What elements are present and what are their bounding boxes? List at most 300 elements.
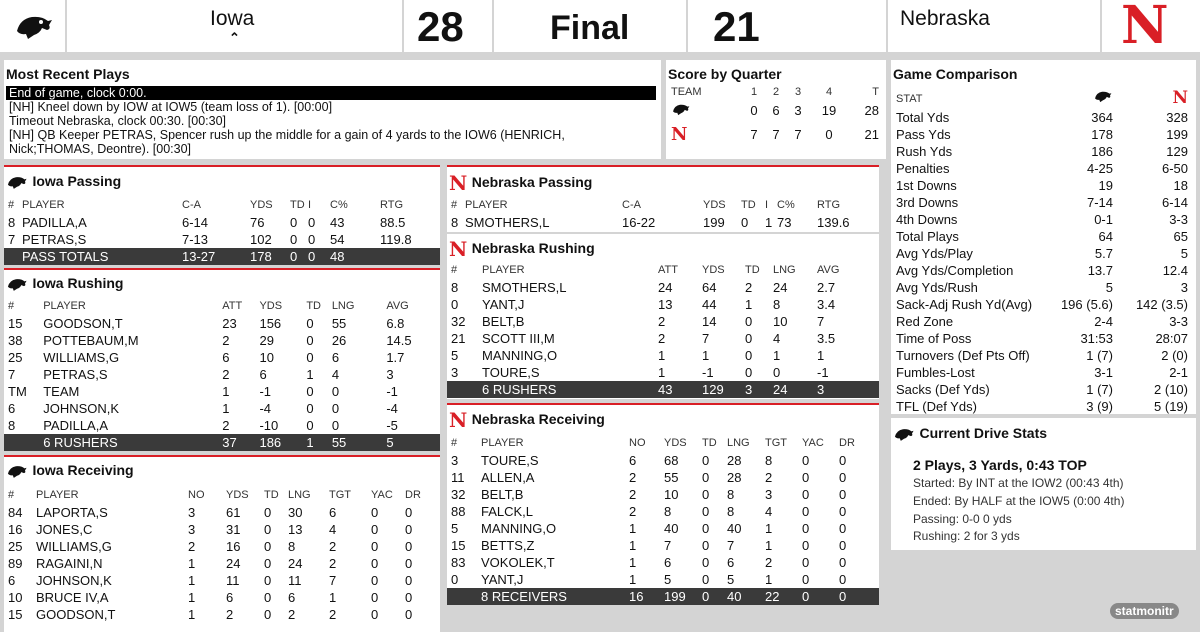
table-cell: 10 (773, 314, 788, 329)
table-cell: 0 (802, 470, 810, 485)
table-row (4, 349, 440, 366)
table-cell: 3 (188, 505, 196, 520)
table-cell: 2 (329, 607, 337, 622)
score-by-quarter-table (671, 84, 879, 148)
total-cell: 6 RUSHERS (482, 381, 658, 398)
table-cell: TOURE,S (481, 453, 539, 468)
nebraska-n-icon: N (449, 408, 468, 432)
table-cell: 8 (288, 539, 296, 554)
table-cell: 6 (664, 555, 672, 570)
nebraska-passing-title-row (449, 171, 592, 195)
stat-label: Sacks (Def Yds) (896, 382, 990, 397)
table-row (447, 520, 879, 537)
table-cell: 2 (329, 556, 337, 571)
iowa-rushing-table (4, 298, 440, 451)
stat-label: Sack-Adj Rush Yd(Avg) (896, 297, 1033, 312)
column-header: YDS (664, 437, 687, 449)
nebraska-n-icon: N (449, 171, 468, 195)
column-header: PLAYER (482, 264, 525, 276)
stat-label: Total Yds (896, 110, 950, 125)
table-cell: 0 (839, 555, 847, 570)
recent-plays-panel (4, 60, 661, 159)
table-cell: 0 (702, 538, 710, 553)
table-cell: 1 (765, 215, 773, 230)
column-header: YDS (226, 489, 249, 501)
table-cell: 21 (451, 331, 466, 346)
table-cell: SMOTHERS,L (482, 280, 567, 295)
table-cell: 2.7 (817, 280, 836, 295)
table-cell: JONES,C (36, 522, 93, 537)
table-cell: 0 (802, 555, 810, 570)
table-cell: 0 (802, 521, 810, 536)
table-cell: PADILLA,A (43, 418, 109, 433)
table-cell: 3 (386, 367, 394, 382)
table-cell: 0 (802, 504, 810, 519)
table-row (4, 332, 440, 349)
drive-passing: Passing: 0-0 0 yds (913, 512, 1012, 526)
table-cell: 2 (765, 470, 773, 485)
nebraska-receiving-panel (447, 403, 879, 603)
stat-label: Turnovers (Def Pts Off) (896, 348, 1030, 363)
column-header: YDS (702, 264, 725, 276)
table-row (447, 214, 879, 231)
table-cell: 6 (259, 367, 267, 382)
table-cell: VOKOLEK,T (481, 555, 555, 570)
table-cell: 0 (371, 505, 379, 520)
nebraska-rushing-title: Nebraska Rushing (471, 240, 595, 257)
nebraska-stat-value: 2-1 (1169, 365, 1188, 380)
current-drive-panel (891, 418, 1196, 550)
total-cell: 22 (765, 588, 802, 605)
table-cell: 0 (773, 365, 781, 380)
table-cell: 2 (629, 487, 637, 502)
sbq-cell: 21 (864, 126, 879, 142)
column-header: RTG (817, 199, 841, 211)
sbq-header: T (872, 86, 879, 98)
stat-label: Pass Yds (896, 127, 951, 142)
table-cell: 7 (8, 367, 16, 382)
table-cell: 40 (727, 521, 742, 536)
iowa-hawkeye-icon (14, 11, 54, 41)
iowa-hawkeye-icon (893, 426, 915, 442)
game-comparison-panel (891, 60, 1196, 414)
table-cell: 7 (664, 538, 672, 553)
nebraska-stat-value: 3-3 (1169, 314, 1188, 329)
table-cell: 0 (702, 470, 710, 485)
drive-summary: 2 Plays, 3 Yards, 0:43 TOP (913, 457, 1087, 473)
table-cell: 2 (745, 280, 753, 295)
table-cell: 0 (839, 572, 847, 587)
table-cell: 10 (259, 350, 274, 365)
column-header: TD (702, 437, 717, 449)
comparison-row (896, 177, 1188, 194)
table-cell: 0 (405, 556, 413, 571)
total-cell: 3 (745, 381, 773, 398)
nebraska-stat-value: 28:07 (1155, 331, 1188, 346)
table-cell: 11 (451, 470, 465, 485)
nebraska-passing-title: Nebraska Passing (471, 174, 593, 191)
table-cell: 8 (727, 487, 735, 502)
table-cell: 2 (658, 331, 666, 346)
table-row (4, 606, 440, 623)
nebraska-n-icon: N (1121, 0, 1169, 56)
table-cell: 1 (329, 590, 337, 605)
scoreboard-header (0, 0, 1200, 56)
column-header: YAC (802, 437, 824, 449)
iowa-hawkeye-icon (671, 101, 741, 120)
table-cell: 1 (306, 367, 314, 382)
table-cell: -1 (386, 384, 398, 399)
column-header: C% (330, 199, 348, 211)
iowa-stat-value: 2-4 (1094, 314, 1113, 329)
column-header: # (8, 300, 15, 312)
table-cell: 0 (264, 505, 272, 520)
table-cell: 1 (658, 365, 666, 380)
iowa-stat-value: 4-25 (1086, 161, 1113, 176)
column-header: TD (745, 264, 760, 276)
table-cell: 24 (226, 556, 241, 571)
table-cell: BELT,B (482, 314, 525, 329)
table-cell: 25 (8, 350, 23, 365)
table-cell: 5 (727, 572, 735, 587)
table-cell: 88.5 (380, 215, 406, 230)
iowa-rushing-title: Iowa Rushing (32, 275, 124, 291)
table-cell: MANNING,O (481, 521, 557, 536)
table-cell: PETRAS,S (43, 367, 108, 382)
stat-label: Penalties (896, 161, 950, 176)
iowa-receiving-title: Iowa Receiving (32, 462, 134, 478)
table-cell: 3 (765, 487, 773, 502)
table-cell: 1 (765, 538, 773, 553)
table-cell: ALLEN,A (481, 470, 535, 485)
iowa-stat-value: 0-1 (1094, 212, 1113, 227)
table-cell: 3 (451, 365, 459, 380)
total-cell: 43 (658, 381, 702, 398)
iowa-hawkeye-icon (1048, 89, 1113, 109)
total-cell: 40 (727, 588, 765, 605)
nebraska-receiving-title: Nebraska Receiving (471, 411, 605, 428)
table-cell: 0 (264, 556, 272, 571)
iowa-rushing-panel (4, 268, 440, 450)
iowa-stat-value: 7-14 (1086, 195, 1113, 210)
table-cell: 4 (329, 522, 337, 537)
sbq-header: 4 (825, 86, 833, 98)
sbq-cell: 7 (750, 126, 758, 142)
table-cell: -1 (259, 384, 272, 399)
table-cell: 38 (8, 333, 23, 348)
table-cell: 0 (745, 331, 753, 346)
table-cell: 8 (451, 215, 459, 230)
table-cell: JOHNSON,K (36, 573, 112, 588)
nebraska-stat-value: 5 (19) (1154, 399, 1188, 414)
table-row (447, 296, 879, 313)
iowa-hawkeye-icon (6, 463, 28, 479)
table-cell: 1 (817, 348, 825, 363)
total-row (447, 588, 879, 605)
table-cell: 2 (629, 504, 637, 519)
table-cell: TEAM (43, 384, 80, 399)
iowa-stat-value: 31:53 (1080, 331, 1113, 346)
table-cell: 83 (451, 555, 466, 570)
table-row (4, 504, 440, 521)
table-cell: POTTEBAUM,M (43, 333, 139, 348)
column-header: LNG (773, 264, 796, 276)
table-cell: 6 (629, 453, 637, 468)
table-row (447, 452, 879, 469)
comparison-row (896, 245, 1188, 262)
column-header: TD (290, 199, 305, 211)
table-cell: LAPORTA,S (36, 505, 108, 520)
table-cell: 5 (451, 348, 459, 363)
nebraska-stat-value: 199 (1166, 127, 1188, 142)
comparison-row (896, 313, 1188, 330)
table-cell: 30 (288, 505, 303, 520)
iowa-receiving-table (4, 487, 440, 623)
iowa-receiving-title-row (6, 462, 134, 480)
game-comparison-table (896, 89, 1188, 415)
table-cell: 1 (629, 521, 637, 536)
table-cell: 0 (405, 573, 413, 588)
table-cell: 0 (702, 572, 710, 587)
table-cell: 0 (264, 590, 272, 605)
table-row (447, 469, 879, 486)
table-cell: 0 (802, 538, 810, 553)
stat-label: TFL (Def Yds) (896, 399, 977, 414)
nebraska-passing-panel (447, 165, 879, 232)
table-cell: 0 (405, 590, 413, 605)
column-header: AVG (817, 264, 840, 276)
comparison-row (896, 364, 1188, 381)
table-cell: 73 (777, 215, 792, 230)
table-cell: FALCK,L (481, 504, 534, 519)
table-cell: 0 (745, 314, 753, 329)
play-item: Timeout Nebraska, clock 00:30. [00:30] (9, 114, 227, 128)
home-score: 28 (417, 3, 464, 50)
table-cell: 3 (451, 453, 459, 468)
table-cell: 8 (8, 215, 16, 230)
iowa-stat-value: 64 (1098, 229, 1113, 244)
table-cell: 15 (8, 607, 23, 622)
column-header: PLAYER (22, 199, 65, 211)
statmonitr-logo: statmonitr (1110, 603, 1179, 619)
table-row (4, 214, 440, 231)
total-cell (447, 381, 482, 398)
table-cell: 89 (8, 556, 23, 571)
table-cell: 23 (222, 316, 237, 331)
table-cell: 0 (451, 297, 459, 312)
play-item: [NH] QB Keeper PETRAS, Spencer rush up the middle for a gain of 4 yards to the IOW6 (HENRICH, Nick;THOMAS, Deontre). [00:30] (9, 128, 565, 156)
table-cell: 2 (226, 607, 234, 622)
table-cell: 0 (371, 573, 379, 588)
column-header: YAC (371, 489, 393, 501)
table-cell: 1 (188, 607, 196, 622)
comparison-row (896, 296, 1188, 313)
table-cell: BETTS,Z (481, 538, 535, 553)
table-cell: 28 (727, 453, 742, 468)
nebraska-rushing-table (447, 262, 879, 398)
sbq-cell: 3 (794, 103, 802, 118)
recent-plays-list (6, 86, 656, 156)
sbq-cell: 7 (772, 126, 780, 142)
table-row (447, 279, 879, 296)
nebraska-logo-cell (1102, 0, 1200, 56)
table-cell: 8 (664, 504, 672, 519)
table-cell: TOURE,S (482, 365, 540, 380)
table-cell: 88 (451, 504, 466, 519)
table-cell: 1 (629, 555, 637, 570)
table-cell: YANT,J (481, 572, 524, 587)
table-cell: 1 (629, 538, 637, 553)
table-cell: 6 (727, 555, 735, 570)
table-cell: 0 (702, 504, 710, 519)
column-header: ATT (222, 300, 243, 312)
table-cell: 0 (802, 572, 810, 587)
table-row (4, 315, 440, 332)
chevron-up-icon[interactable]: ⌃ (229, 30, 240, 45)
table-cell: 4 (773, 331, 781, 346)
table-cell: BRUCE IV,A (36, 590, 109, 605)
table-cell: 0 (702, 453, 710, 468)
table-cell: 14 (702, 314, 717, 329)
table-row (447, 503, 879, 520)
table-cell: 4 (331, 367, 340, 382)
sbq-cell: 19 (821, 103, 837, 118)
nebraska-receiving-table (447, 435, 879, 605)
table-cell: 0 (306, 333, 314, 348)
table-cell: 199 (703, 215, 725, 230)
nebraska-n-icon: N (671, 124, 688, 146)
total-cell: 13-27 (182, 248, 250, 265)
sbq-header: TEAM (671, 86, 702, 98)
nebraska-stat-value: 142 (3.5) (1135, 297, 1188, 312)
table-row (447, 313, 879, 330)
table-cell: 0 (306, 350, 314, 365)
iowa-stat-value: 196 (5.6) (1060, 297, 1113, 312)
away-score: 21 (713, 3, 760, 50)
iowa-receiving-panel (4, 455, 440, 632)
column-header: RTG (380, 199, 404, 211)
drive-title-row (893, 425, 1047, 443)
column-header: NO (629, 437, 646, 449)
table-row (4, 521, 440, 538)
total-cell: 0 (702, 588, 727, 605)
nebraska-stat-value: 65 (1173, 229, 1188, 244)
table-cell: 0 (405, 539, 413, 554)
table-cell: 7 (727, 538, 735, 553)
table-cell: 6 (8, 573, 16, 588)
table-cell: 6 (8, 401, 16, 416)
stat-label: 1st Downs (896, 178, 957, 193)
table-row (4, 555, 440, 572)
table-cell: 1 (765, 521, 773, 536)
table-cell: 6 (288, 590, 296, 605)
table-cell: 8 (451, 280, 459, 295)
nebraska-rushing-title-row (449, 237, 595, 261)
stat-header: STAT (896, 92, 923, 105)
iowa-passing-panel (4, 165, 440, 263)
nebraska-stat-value: 18 (1173, 178, 1188, 193)
table-cell: 7-13 (182, 232, 209, 247)
column-header: # (8, 199, 15, 211)
column-header: AVG (386, 300, 409, 312)
column-header: # (451, 199, 458, 211)
total-cell: 55 (332, 434, 387, 451)
table-row (447, 571, 879, 588)
stat-label: 4th Downs (896, 212, 958, 227)
table-row (447, 486, 879, 503)
table-cell: 3.5 (817, 331, 836, 346)
table-cell: 2 (765, 555, 773, 570)
table-row (4, 383, 440, 400)
play-item: [NH] Kneel down by IOW at IOW5 (team loss of 1). [00:00] (9, 100, 333, 114)
table-cell: 31 (226, 522, 241, 537)
table-cell: 0 (308, 232, 316, 247)
column-header: YDS (259, 300, 283, 312)
table-cell: 16 (226, 539, 241, 554)
table-cell: 1 (222, 384, 230, 399)
score-by-quarter-panel (666, 60, 886, 159)
total-cell (4, 434, 43, 451)
iowa-hawkeye-icon (6, 174, 28, 190)
stat-label: 3rd Downs (896, 195, 959, 210)
table-cell: 0 (371, 607, 379, 622)
table-cell: 25 (8, 539, 23, 554)
table-cell: 139.6 (817, 215, 850, 230)
nebraska-stat-value: 5 (1180, 246, 1188, 261)
iowa-passing-title: Iowa Passing (32, 173, 122, 189)
nebraska-n-icon: N (1172, 88, 1188, 109)
score-by-quarter-title: Score by Quarter (668, 66, 782, 82)
table-cell: 0 (839, 504, 847, 519)
iowa-stat-value: 186 (1091, 144, 1113, 159)
column-header: PLAYER (465, 199, 508, 211)
iowa-rushing-title-row (6, 275, 123, 293)
table-cell: 0 (745, 365, 753, 380)
table-cell: 2 (658, 314, 666, 329)
total-cell: 5 (386, 434, 440, 451)
table-cell: 8 (765, 453, 773, 468)
comparison-row (896, 347, 1188, 364)
table-cell: 0 (264, 607, 272, 622)
drive-ended: Ended: By HALF at the IOW5 (0:00 4th) (913, 494, 1125, 508)
table-cell: 11 (288, 573, 302, 588)
table-cell: 1 (765, 572, 773, 587)
table-cell: SMOTHERS,L (465, 215, 550, 230)
table-cell: 1 (188, 556, 196, 571)
comparison-row (896, 109, 1188, 126)
table-cell: 1 (658, 348, 666, 363)
iowa-logo-cell (0, 0, 65, 52)
comparison-row (896, 262, 1188, 279)
table-cell: 2 (222, 367, 230, 382)
table-cell: 8 (727, 504, 735, 519)
table-cell: 16 (8, 522, 23, 537)
table-cell: 6-14 (182, 215, 209, 230)
table-cell: 2 (222, 333, 230, 348)
nebraska-stat-value: 12.4 (1162, 263, 1188, 278)
table-cell: 61 (226, 505, 241, 520)
total-cell: 186 (259, 434, 306, 451)
total-cell: 6 RUSHERS (43, 434, 222, 451)
column-header: I (765, 199, 769, 211)
stat-label: Time of Poss (896, 331, 972, 346)
total-cell: 0 (802, 588, 839, 605)
table-cell: 0 (702, 487, 710, 502)
table-cell: 0 (371, 522, 379, 537)
column-header: C-A (182, 199, 201, 211)
comparison-row (896, 160, 1188, 177)
table-cell: 24 (773, 280, 788, 295)
